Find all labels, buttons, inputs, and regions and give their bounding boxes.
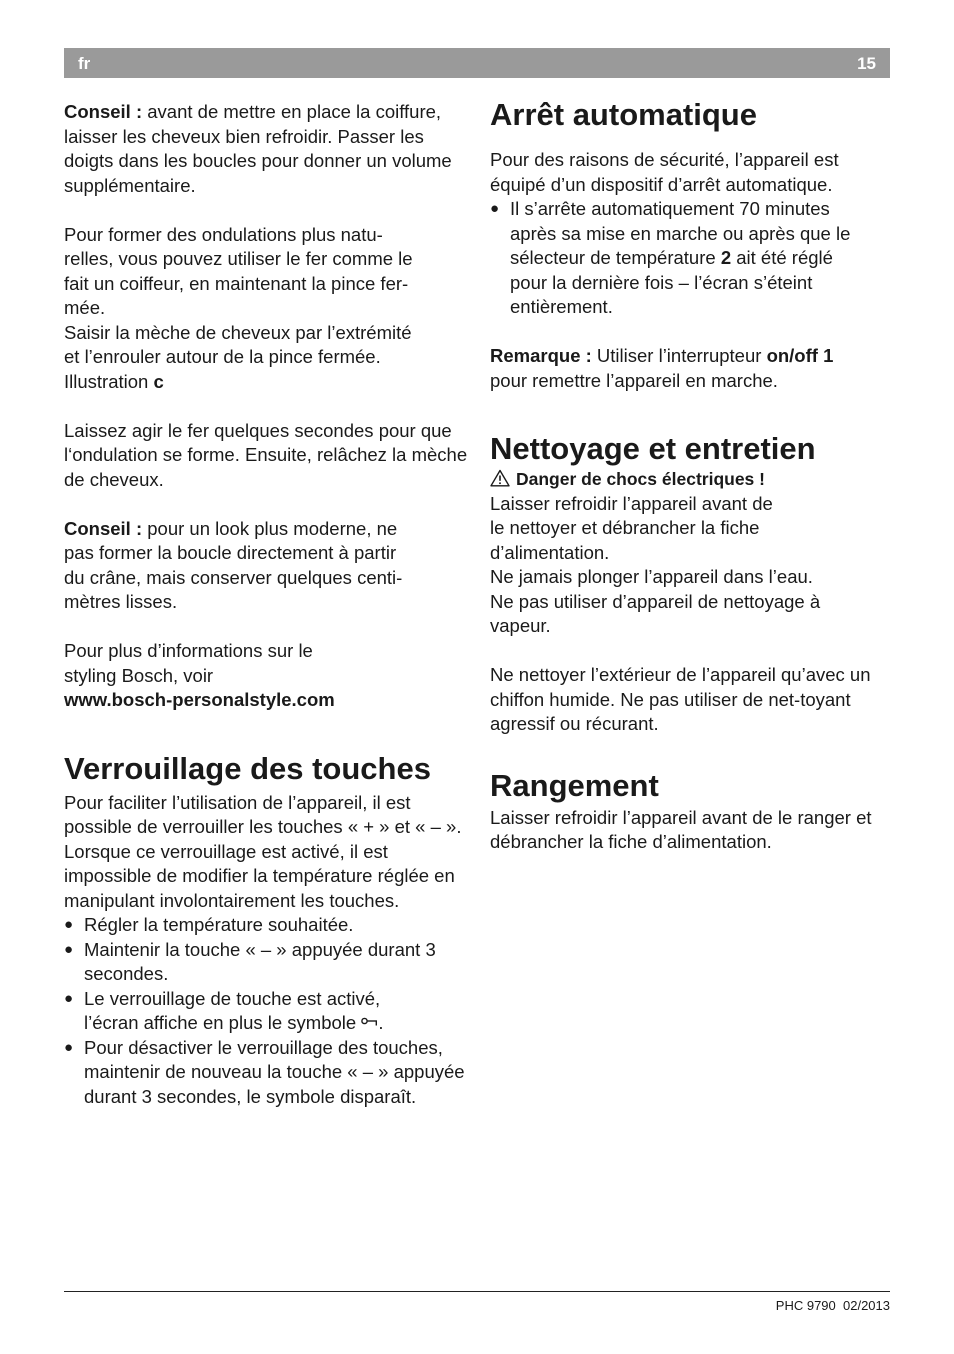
text-line: du crâne, mais conserver quelques centi- — [64, 566, 403, 588]
bullet-icon: ● — [64, 1038, 74, 1056]
list-item — [64, 913, 469, 938]
key-lock-icon — [361, 1017, 378, 1027]
storage-paragraph: Laisser refroidir l’appareil avant de le ranger et débrancher la fiche d’alimentation. — [490, 806, 872, 852]
text-line: Ne jamais plonger l’appareil dans l’eau. — [490, 566, 813, 587]
tip-label: Conseil : — [64, 517, 143, 539]
list-item — [64, 1036, 469, 1110]
text-line: Pour plus d’informations sur le — [64, 640, 313, 661]
text-line: styling Bosch, voir — [64, 664, 214, 686]
text-line: relles, vous pouvez utiliser le fer comme le — [64, 248, 413, 269]
tip-text: avant de mettre en place la coiffure, laisser les cheveux bien refroidir. Passer les doigts dans les boucles pour donner un volume supplémentaire. — [64, 101, 452, 196]
list-item-text: Maintenir la touche « – » appuyée durant 3 secondes. — [84, 938, 436, 984]
auto-off-intro: Pour des raisons de sécurité, l’appareil est équipé d’un dispositif d’arrêt automatique. — [490, 149, 839, 195]
tip-paragraph-2 — [64, 517, 469, 615]
heading-storage: Rangement — [490, 767, 659, 803]
list-item-text: après sa mise en marche ou après que le — [510, 222, 851, 244]
waves-paragraph — [64, 223, 469, 395]
text-line: vapeur. — [490, 615, 551, 636]
list-item — [64, 938, 469, 987]
text-line: le nettoyer et débrancher la fiche — [490, 517, 760, 538]
remark-label: Remarque : — [490, 345, 592, 366]
bullet-icon: ● — [64, 916, 74, 933]
list-item-text: sélecteur de température — [510, 247, 721, 268]
waves-paragraph-2: Laissez agir le fer quelques secondes pour que l‘ondulation se forme. Ensuite, relâchez la mèche de cheveux. — [64, 419, 468, 490]
text-line: pour un look plus moderne, ne — [142, 517, 398, 539]
list-item — [490, 197, 895, 320]
warning-triangle-icon — [490, 469, 510, 487]
warning-line — [490, 467, 895, 492]
heading-cleaning: Nettoyage et entretien — [490, 431, 816, 466]
text-line: fait un coiffeur, en maintenant la pince fer- — [64, 272, 409, 294]
bullet-icon: ● — [64, 940, 74, 958]
text-line: et l’enrouler autour de la pince fermée. — [64, 346, 381, 367]
right-column — [490, 97, 895, 855]
switch-label: on/off 1 — [766, 345, 834, 366]
text-line: Laisser refroidir l’appareil avant de — [490, 492, 773, 514]
text-line: pas former la boucle directement à partir — [64, 542, 397, 563]
heading-key-lock: Verrouillage des touches — [64, 750, 431, 786]
list-item-text: . — [378, 1012, 384, 1033]
list-item-text: Il s’arrête automatiquement 70 minutes — [510, 198, 830, 219]
text-line: Saisir la mèche de cheveux par l’extrémité — [64, 321, 412, 343]
text-line: d’alimentation. — [490, 541, 610, 563]
auto-off-list — [490, 197, 895, 320]
illustration-letter: c — [153, 370, 164, 392]
page-number: 15 — [857, 54, 876, 73]
footer-divider — [64, 1291, 890, 1292]
footer — [776, 1298, 890, 1313]
publication-date: 02/2013 — [843, 1298, 890, 1313]
list-item-text: entièrement. — [510, 296, 613, 317]
list-item-text: pour la dernière fois – l’écran s’éteint — [510, 271, 813, 293]
list-item — [64, 987, 469, 1036]
key-lock-list — [64, 913, 469, 1109]
model-number: PHC 9790 — [775, 1298, 836, 1313]
language-label: fr — [78, 54, 91, 73]
cleaning-paragraph-2: Ne nettoyer l’extérieur de l’appareil qu’avec un chiffon humide. Ne pas utiliser de net-toyant agressif ou récurant. — [490, 664, 871, 734]
left-column — [64, 100, 469, 1109]
list-item-text: ait été réglé — [731, 247, 833, 268]
selector-number: 2 — [720, 247, 732, 268]
tip-paragraph-1 — [64, 100, 469, 198]
info-paragraph — [64, 639, 469, 713]
text-line: mée. — [64, 297, 106, 318]
tip-label: Conseil : — [64, 101, 143, 122]
list-item-text: Régler la température souhaitée. — [84, 914, 354, 935]
illustration-ref: Illustration — [64, 370, 154, 392]
text-line: Ne pas utiliser d’appareil de nettoyage à — [490, 590, 821, 612]
text-line: Pour former des ondulations plus natu- — [64, 223, 383, 245]
remark-paragraph — [490, 344, 895, 393]
text-line: mètres lisses. — [64, 591, 178, 612]
list-item-text: Pour désactiver le verrouillage des touches, maintenir de nouveau la touche « – » appuyée durant 3 secondes, le symbole disparaît. — [84, 1036, 465, 1107]
text-line: pour remettre l’appareil en marche. — [490, 369, 778, 391]
website-link[interactable]: www.bosch-personalstyle.com — [64, 689, 335, 710]
bullet-icon: ● — [490, 200, 500, 217]
cleaning-paragraph — [490, 492, 895, 639]
heading-auto-off: Arrêt automatique — [490, 97, 757, 132]
warning-text: Danger de chocs électriques ! — [516, 469, 765, 489]
list-item-text: l’écran affiche en plus le symbole — [84, 1012, 362, 1033]
text-line: Utiliser l’interrupteur — [591, 345, 767, 366]
header-bar — [64, 48, 890, 78]
bullet-icon: ● — [64, 989, 74, 1007]
list-item-text: Le verrouillage de touche est activé, — [84, 987, 381, 1009]
key-lock-intro: Pour faciliter l’utilisation de l’appareil, il est possible de verrouiller les touches « + » et « – ». Lorsque ce verrouillage est activé, il est impossible de modifier la température réglée en manipulant involontairement les touches. — [64, 791, 462, 911]
